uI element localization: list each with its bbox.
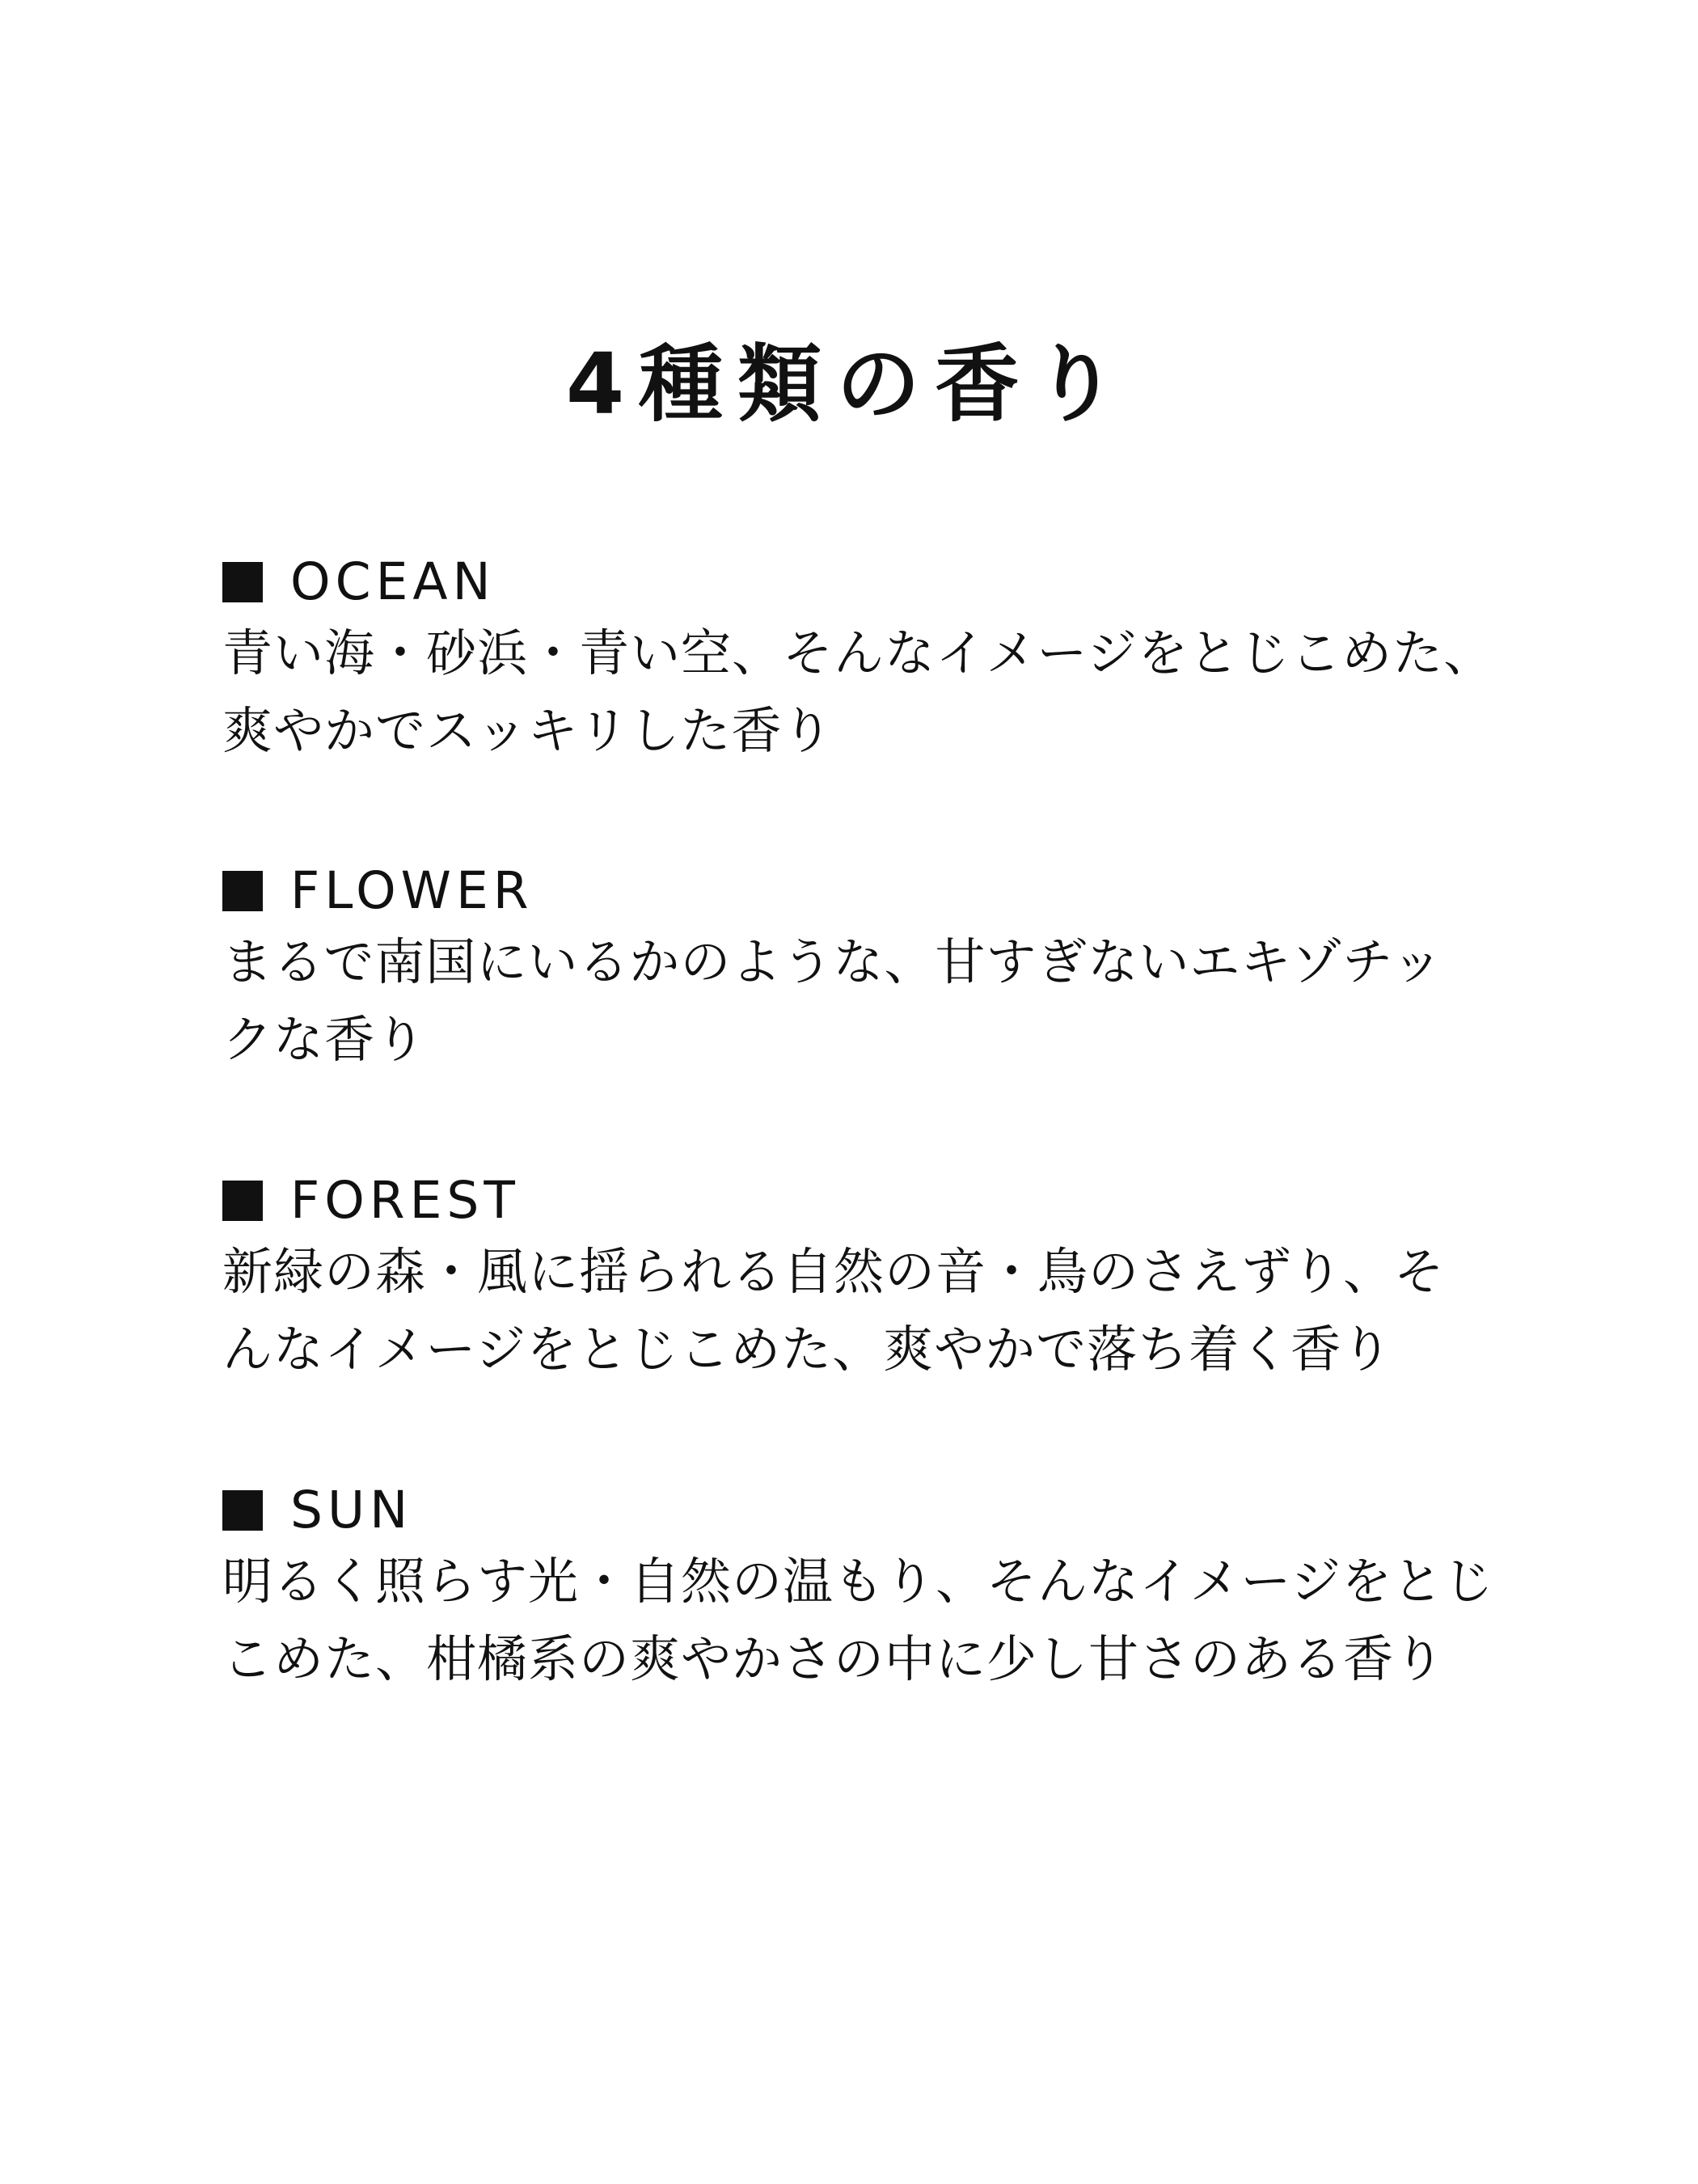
page-title: 4種類の香り (565, 334, 1133, 433)
square-bullet-icon (222, 1490, 263, 1531)
scent-section-ocean (222, 550, 1516, 770)
square-bullet-icon (222, 871, 263, 911)
section-header (222, 1478, 1516, 1543)
section-header (222, 1168, 1516, 1233)
scent-section-forest (222, 1168, 1516, 1388)
description-line: 青い海・砂浜・青い空、そんなイメージをとじこめた、 (222, 623, 1495, 682)
section-name: FOREST (290, 1171, 520, 1230)
section-name: OCEAN (290, 552, 496, 611)
description-line: 爽やかでスッキリした香り (222, 701, 834, 760)
description-line: まるで南国にいるかのような、甘すぎないエキゾチッ (222, 932, 1443, 991)
scent-section-sun (222, 1478, 1516, 1698)
description-line: こめた、柑橘系の爽やかさの中に少し甘さのある香り (222, 1629, 1446, 1688)
section-name: SUN (290, 1481, 413, 1540)
scent-section-flower (222, 859, 1516, 1079)
description-line: んなイメージをとじこめた、爽やかで落ち着く香り (222, 1320, 1393, 1379)
description-line: クな香り (222, 1010, 427, 1069)
description-line: 明るく照らす光・自然の温もり、そんなイメージをとじ (222, 1552, 1495, 1611)
section-name: FLOWER (290, 861, 534, 920)
square-bullet-icon (222, 562, 263, 602)
section-header (222, 550, 1516, 615)
square-bullet-icon (222, 1181, 263, 1221)
description-line: 新緑の森・風に揺られる自然の音・鳥のさえずり、そ (222, 1242, 1446, 1301)
section-header (222, 859, 1516, 923)
